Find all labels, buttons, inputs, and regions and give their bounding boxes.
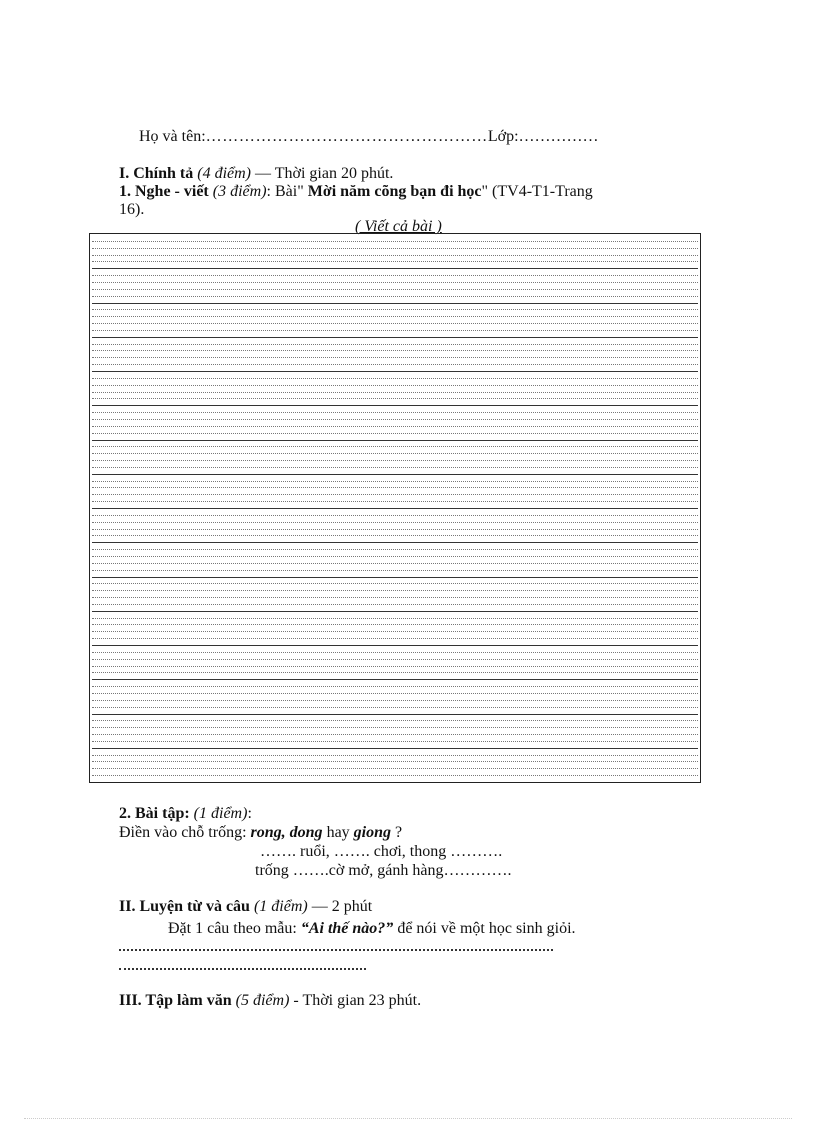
grid-dotted-line <box>92 624 698 625</box>
grid-solid-line <box>92 405 698 406</box>
grid-dotted-line <box>92 672 698 673</box>
grid-dotted-line <box>92 296 698 297</box>
section2-time: — 2 phút <box>307 898 373 915</box>
section3-heading <box>119 992 421 1010</box>
grid-dotted-line <box>92 700 698 701</box>
section2-title: II. Luyện từ và câu <box>119 898 250 915</box>
section2-pattern: “Ai thế nào?” <box>300 920 394 937</box>
grid-dotted-line <box>92 289 698 290</box>
grid-solid-line <box>92 611 698 612</box>
grid-dotted-line <box>92 453 698 454</box>
grid-dotted-line <box>92 563 698 564</box>
grid-dotted-line <box>92 522 698 523</box>
grid-dotted-line <box>92 659 698 660</box>
section3-title: III. Tập làm văn <box>119 992 232 1009</box>
grid-dotted-line <box>92 529 698 530</box>
section2-instruction-pre: Đặt 1 câu theo mẫu: <box>168 920 301 937</box>
grid-solid-line <box>92 577 698 578</box>
grid-solid-line <box>92 542 698 543</box>
exercise2-fill-line-1[interactable]: ……. ruổi, ……. chơi, thong ………. <box>260 843 503 860</box>
exercise1-bai: : Bài" <box>266 183 304 200</box>
grid-dotted-line <box>92 364 698 365</box>
class-input-dots[interactable]: :…………… <box>514 128 599 145</box>
exercise1-note-text: ( Viết cả bài ) <box>355 218 442 235</box>
exercise2-q: ? <box>391 824 403 841</box>
grid-dotted-line <box>92 412 698 413</box>
grid-dotted-line <box>92 549 698 550</box>
grid-dotted-line <box>92 309 698 310</box>
grid-solid-line <box>92 337 698 338</box>
name-label: Họ và tên: <box>139 128 206 145</box>
grid-dotted-line <box>92 261 698 262</box>
grid-solid-line <box>92 748 698 749</box>
grid-dotted-line <box>92 494 698 495</box>
grid-dotted-line <box>92 570 698 571</box>
grid-dotted-line <box>92 487 698 488</box>
grid-dotted-line <box>92 666 698 667</box>
page-bottom-dotted-border <box>24 1118 792 1119</box>
grid-dotted-line <box>92 330 698 331</box>
grid-dotted-line <box>92 686 698 687</box>
grid-dotted-line <box>92 378 698 379</box>
grid-dotted-line <box>92 720 698 721</box>
answer-dotted-line-1[interactable] <box>119 949 553 951</box>
grid-dotted-line <box>92 535 698 536</box>
name-line <box>139 128 599 146</box>
grid-dotted-line <box>92 316 698 317</box>
grid-dotted-line <box>92 426 698 427</box>
grid-solid-line <box>92 508 698 509</box>
section1-time: — Thời gian 20 phút. <box>251 165 394 182</box>
grid-solid-line <box>92 303 698 304</box>
section3-time: - Thời gian 23 phút. <box>289 992 422 1009</box>
grid-dotted-line <box>92 638 698 639</box>
grid-solid-line <box>92 268 698 269</box>
exercise2-label: 2. Bài tập: <box>119 805 190 822</box>
exercise1-heading <box>119 183 593 201</box>
exercise1-ref: " (TV4-T1-Trang <box>481 183 593 200</box>
exercise2-heading <box>119 805 252 823</box>
grid-dotted-line <box>92 618 698 619</box>
exercise2-instruction <box>119 824 402 842</box>
grid-dotted-line <box>92 590 698 591</box>
grid-dotted-line <box>92 357 698 358</box>
exercise2-colon: : <box>247 805 252 822</box>
grid-dotted-line <box>92 631 698 632</box>
grid-dotted-line <box>92 734 698 735</box>
section1-title: I. Chính tả <box>119 165 194 182</box>
grid-dotted-line <box>92 652 698 653</box>
exercise1-ref-cont: 16). <box>119 201 145 218</box>
grid-solid-line <box>92 714 698 715</box>
section3-points: (5 điểm) <box>235 992 290 1009</box>
grid-dotted-line <box>92 467 698 468</box>
grid-solid-line <box>92 371 698 372</box>
section2-heading <box>119 898 372 916</box>
grid-dotted-line <box>92 604 698 605</box>
grid-solid-line <box>92 474 698 475</box>
grid-dotted-line <box>92 768 698 769</box>
grid-dotted-line <box>92 501 698 502</box>
grid-dotted-line <box>92 556 698 557</box>
section2-instruction-post: để nói về một học sinh giỏi. <box>393 920 576 937</box>
exercise2-word-giong: giong <box>353 824 392 841</box>
exercise2-fill-line-2[interactable]: trống …….cờ mở, gánh hàng…………. <box>255 862 512 879</box>
grid-dotted-line <box>92 248 698 249</box>
grid-dotted-line <box>92 255 698 256</box>
grid-dotted-line <box>92 583 698 584</box>
grid-solid-line <box>92 645 698 646</box>
grid-solid-line <box>92 440 698 441</box>
grid-dotted-line <box>92 460 698 461</box>
name-input-dots[interactable]: …………………………………………… <box>205 128 488 145</box>
grid-dotted-line <box>92 707 698 708</box>
writing-grid[interactable] <box>89 233 701 783</box>
grid-dotted-line <box>92 693 698 694</box>
grid-dotted-line <box>92 446 698 447</box>
section2-points: (1 điểm) <box>253 898 308 915</box>
grid-solid-line <box>92 679 698 680</box>
grid-dotted-line <box>92 344 698 345</box>
section1-heading <box>119 165 393 183</box>
exercise2-points: (1 điểm) <box>193 805 248 822</box>
grid-dotted-line <box>92 481 698 482</box>
class-label: Lớp <box>487 128 515 145</box>
grid-dotted-line <box>92 275 698 276</box>
grid-dotted-line <box>92 398 698 399</box>
grid-dotted-line <box>92 385 698 386</box>
section2-instruction <box>168 920 576 938</box>
exercise2-hay: hay <box>322 824 354 841</box>
grid-dotted-line <box>92 433 698 434</box>
grid-dotted-line <box>92 741 698 742</box>
section1-points: (4 điểm) <box>197 165 252 182</box>
grid-dotted-line <box>92 727 698 728</box>
answer-dotted-line-2[interactable] <box>119 968 366 970</box>
grid-dotted-line <box>92 755 698 756</box>
grid-dotted-line <box>92 392 698 393</box>
exercise2-instruction-text: Điền vào chỗ trống: <box>119 824 251 841</box>
grid-dotted-line <box>92 350 698 351</box>
grid-dotted-line <box>92 515 698 516</box>
exercise1-title: Mời năm cõng bạn đi học <box>307 183 482 200</box>
grid-dotted-line <box>92 775 698 776</box>
grid-dotted-line <box>92 241 698 242</box>
exercise2-words: rong, dong <box>250 824 323 841</box>
grid-dotted-line <box>92 419 698 420</box>
grid-dotted-line <box>92 597 698 598</box>
grid-dotted-line <box>92 282 698 283</box>
grid-dotted-line <box>92 323 698 324</box>
grid-dotted-line <box>92 761 698 762</box>
exercise1-points: (3 điểm) <box>212 183 267 200</box>
exercise1-label: 1. Nghe - viết <box>119 183 209 200</box>
